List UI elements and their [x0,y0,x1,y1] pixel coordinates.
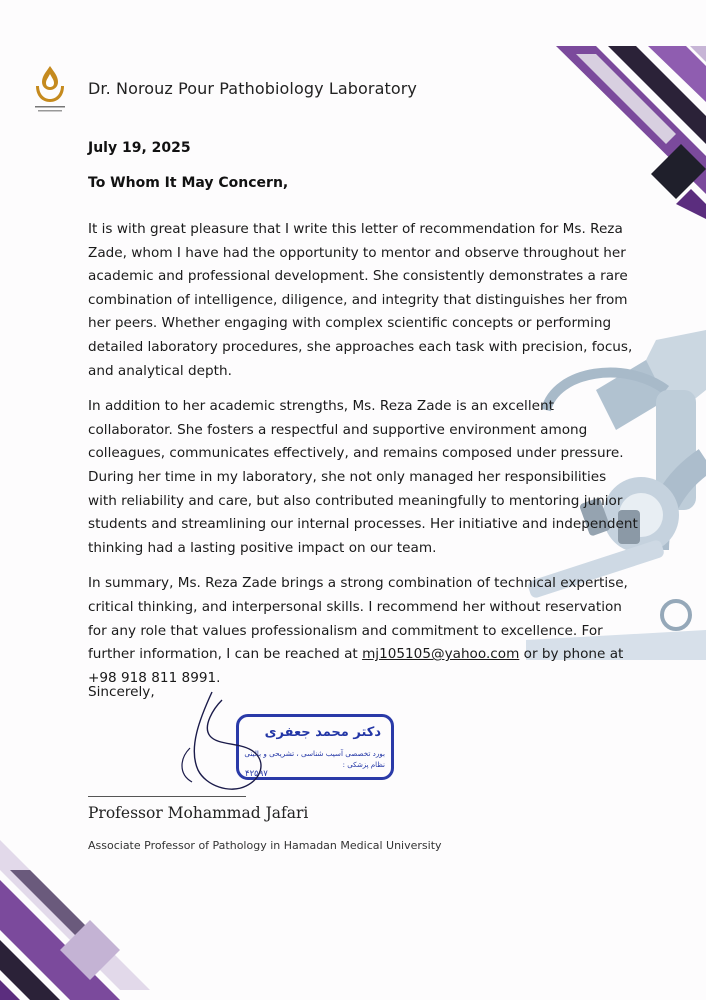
decorative-corner-top-right [526,44,706,240]
paragraph-2: In addition to her academic strengths, Ms. Reza Zade is an excellent collaborator. She fosters a respectful and supportive environment among colleagues, communicates effectively, and remains composed under pressure. During her time in my laboratory, she not only managed her responsibilities with reliability and care, but also contributed meaningfully to mentoring junior students and streamlining our internal processes. Her initiative and independent thinking had a lasting positive impact on our team. [88,398,638,556]
stamp-name: دکتر محمد جعفری [264,725,381,740]
stamp-license-label: نظام پزشکی : [342,761,385,769]
signatory-title: Associate Professor of Pathology in Hamadan Medical University [88,839,442,852]
email-link[interactable]: mj105105@yahoo.com [362,646,520,663]
lab-name: Dr. Norouz Pour Pathobiology Laboratory [88,79,418,98]
stamp-specialty: بورد تخصصی آسیب شناسی ، تشریحی و بالینی [244,749,385,758]
signature-line [88,796,246,797]
paragraph-3-text: In summary, Ms. Reza Zade brings a strong combination of technical expertise, critical thinking, and interpersonal skills. I recommend her without reservation for any role that values professionalism and commitment to excellence. For further information, I can be reached at [88,575,628,663]
paragraph-1: It is with great pleasure that I write this letter of recommendation for Ms. Reza Zade, whom I have had the opportunity to mentor and observe throughout her academic and professional development. She consistently demonstrates a rare combination of intelligence, diligence, and integrity that distinguishes her from her peers. Whether engaging with complex scientific concepts or performing detailed laboratory procedures, she approaches each task with precision, focus, and analytical depth. [88,221,633,379]
letter-date: July 19, 2025 [88,140,191,156]
signatory-name: Professor Mohammad Jafari [88,804,309,822]
letter-body [88,218,638,702]
paragraph-3 [88,572,638,690]
handwritten-signature [170,688,280,808]
closing: Sincerely, [88,684,155,700]
paragraph-3-phone: or by phone at +98 918 811 8991. [88,646,624,686]
decorative-corner-bottom-left [0,840,150,1000]
stamp-license-number: ۴۲۵۹۷ [245,769,268,779]
salutation: To Whom It May Concern, [88,175,289,191]
laboratory-logo-icon [28,64,72,116]
